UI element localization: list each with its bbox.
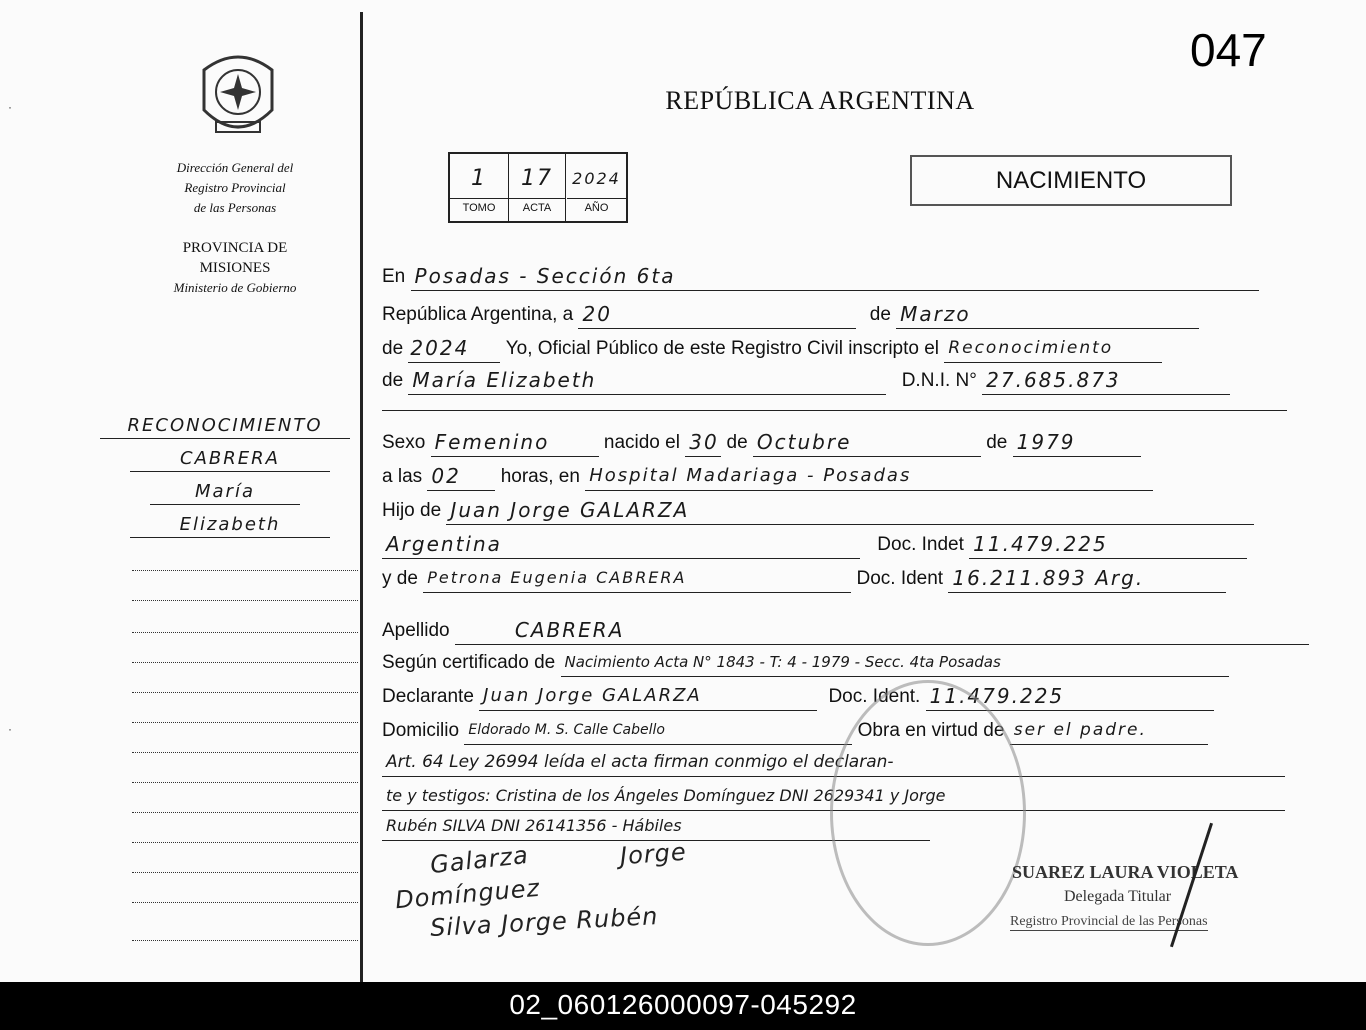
tomo-cell (450, 154, 509, 221)
dotted-line (132, 722, 358, 723)
anio-value: 2024 (567, 160, 626, 199)
punch-mark: · (8, 722, 12, 736)
dotted-line (132, 600, 358, 601)
agency-line: Dirección General del (176, 160, 294, 175)
observation-line: Rubén SILVA DNI 26141356 - Hábiles (382, 812, 930, 841)
declarante-doc-label: Doc. Ident. (828, 686, 921, 707)
madre-doc-value: 16.211.893 Arg. (948, 564, 1226, 593)
margin-note: CABRERA (130, 447, 330, 472)
observation-line: Art. 64 Ley 26994 leída el acta firman conmigo el declaran- (382, 748, 1285, 777)
province-line: PROVINCIA DE (182, 240, 288, 256)
apellido-value: CABRERA (455, 616, 1309, 645)
padre-nac-value: Argentina (382, 530, 860, 559)
padre-doc-value: 11.479.225 (969, 530, 1247, 559)
tomo-value: 1 (450, 160, 508, 199)
agency-line: Registro Provincial (184, 180, 286, 195)
margin-divider (360, 12, 363, 982)
province-name (130, 238, 340, 278)
madre-doc-label: Doc. Ident (856, 568, 944, 589)
acta-cell (509, 154, 566, 221)
dni-label: D.N.I. N° (901, 370, 977, 391)
madre-value: Petrona Eugenia CABRERA (423, 564, 851, 593)
nac-dia: 30 (685, 428, 721, 457)
row-declarant (382, 682, 1287, 716)
punch-mark: · (8, 100, 12, 114)
apellido-label: Apellido (382, 620, 450, 641)
dotted-line (132, 782, 358, 783)
official-seal-stamp (830, 680, 1026, 946)
province-seal-icon (196, 48, 280, 142)
horas-pre-label: a las (382, 466, 423, 487)
row-birth-place (382, 462, 1287, 496)
fecha-label: República Argentina, a (382, 304, 574, 325)
padre-value: Juan Jorge GALARZA (446, 496, 1254, 525)
obra-label: Obra en virtud de (857, 720, 1005, 741)
mes-value: Marzo (896, 300, 1199, 329)
nac-de-label: de (726, 432, 748, 453)
acta-value: 17 (509, 160, 565, 199)
official-office: Registro Provincial de las Personas (1010, 914, 1208, 929)
doc-indet-label: Doc. Indet (877, 534, 964, 555)
oficial-text: Yo, Oficial Público de este Registro Civil inscripto el (505, 338, 940, 359)
dotted-line (132, 632, 358, 633)
row-father-doc (382, 530, 1287, 564)
persona-value: María Elizabeth (408, 366, 886, 395)
row-date (382, 300, 1287, 334)
domicilio-value: Eldorado M. S. Calle Cabello (464, 716, 852, 745)
country-title: REPÚBLICA ARGENTINA (665, 86, 975, 115)
dotted-line (132, 902, 358, 903)
margin-note: Elizabeth (130, 513, 330, 538)
dotted-line (132, 662, 358, 663)
en-value: Posadas - Sección 6ta (411, 262, 1259, 291)
official-name: SUAREZ LAURA VIOLETA (1012, 862, 1239, 882)
de-label: de (869, 304, 891, 325)
signature-witness: Silva Jorge Rubén (429, 902, 660, 942)
dotted-line (132, 872, 358, 873)
domicilio-label: Domicilio (382, 720, 460, 741)
lugar-value: Hospital Madariaga - Posadas (585, 462, 1153, 491)
madre-label: y de (382, 568, 418, 589)
nac-de2-label: de (986, 432, 1008, 453)
anio-value: 2024 (408, 334, 500, 363)
row-certificate (382, 648, 1287, 682)
nac-mes: Octubre (753, 428, 981, 457)
agency-line: de las Personas (193, 200, 277, 215)
row-year (382, 334, 1287, 368)
scan-id-footer: 02_060126000097-045292 (0, 982, 1366, 1030)
row-location (382, 262, 1287, 296)
dotted-line (132, 842, 358, 843)
row-sex (382, 428, 1287, 462)
row-person (382, 366, 1287, 400)
dotted-line (132, 812, 358, 813)
nac-anio: 1979 (1013, 428, 1141, 457)
hijo-label: Hijo de (382, 500, 442, 521)
margin-note: RECONOCIMIENTO (100, 414, 350, 439)
dotted-line (132, 692, 358, 693)
nacido-label: nacido el (603, 432, 680, 453)
horas-value: 02 (427, 462, 495, 491)
margin-notes (100, 414, 350, 546)
observation-line: te y testigos: Cristina de los Ángeles Domínguez DNI 2629341 y Jorge (382, 782, 1285, 811)
row-mother (382, 564, 1287, 598)
declarante-value: Juan Jorge GALARZA (479, 682, 817, 711)
ministry-name: Ministerio de Gobierno (173, 280, 297, 295)
declarante-doc-value: 11.479.225 (926, 682, 1214, 711)
horas-label: horas, en (500, 466, 580, 487)
province-line: MISIONES (199, 260, 271, 276)
anio-label: de (382, 338, 404, 359)
certificado-value: Nacimiento Acta N° 1843 - T: 4 - 1979 - Secc. 4ta Posadas (561, 648, 1229, 677)
document-number: 047 (1190, 24, 1267, 76)
anio-label: AÑO (584, 202, 609, 214)
act-type-box: NACIMIENTO (910, 155, 1232, 206)
signature-witness: Domínguez (394, 873, 542, 915)
de2-label: de (382, 370, 404, 391)
dia-value: 20 (578, 300, 856, 329)
tomo-label: TOMO (462, 202, 496, 214)
row-address (382, 716, 1287, 750)
official-title: Delegada Titular (1064, 888, 1172, 905)
row-surname (382, 616, 1287, 650)
row-father (382, 496, 1287, 530)
sexo-label: Sexo (382, 432, 426, 453)
registry-box (448, 152, 628, 223)
blank-line (382, 410, 1287, 411)
margin-note: María (150, 480, 300, 505)
dotted-line (132, 570, 358, 571)
dotted-line (132, 752, 358, 753)
signature-witness: Jorge (619, 837, 688, 871)
dotted-line (132, 940, 358, 941)
inscripto-value: Reconocimiento (944, 334, 1162, 363)
anio-cell (567, 154, 626, 221)
dni-value: 27.685.873 (982, 366, 1230, 395)
certificado-label: Según certificado de (382, 652, 556, 673)
obra-value: ser el padre. (1010, 716, 1208, 745)
acta-label: ACTA (522, 202, 552, 214)
sexo-value: Femenino (431, 428, 599, 457)
agency-name (130, 158, 340, 218)
declarante-label: Declarante (382, 686, 474, 707)
en-label: En (382, 266, 406, 287)
signature-declarant: Galarza (428, 840, 531, 880)
